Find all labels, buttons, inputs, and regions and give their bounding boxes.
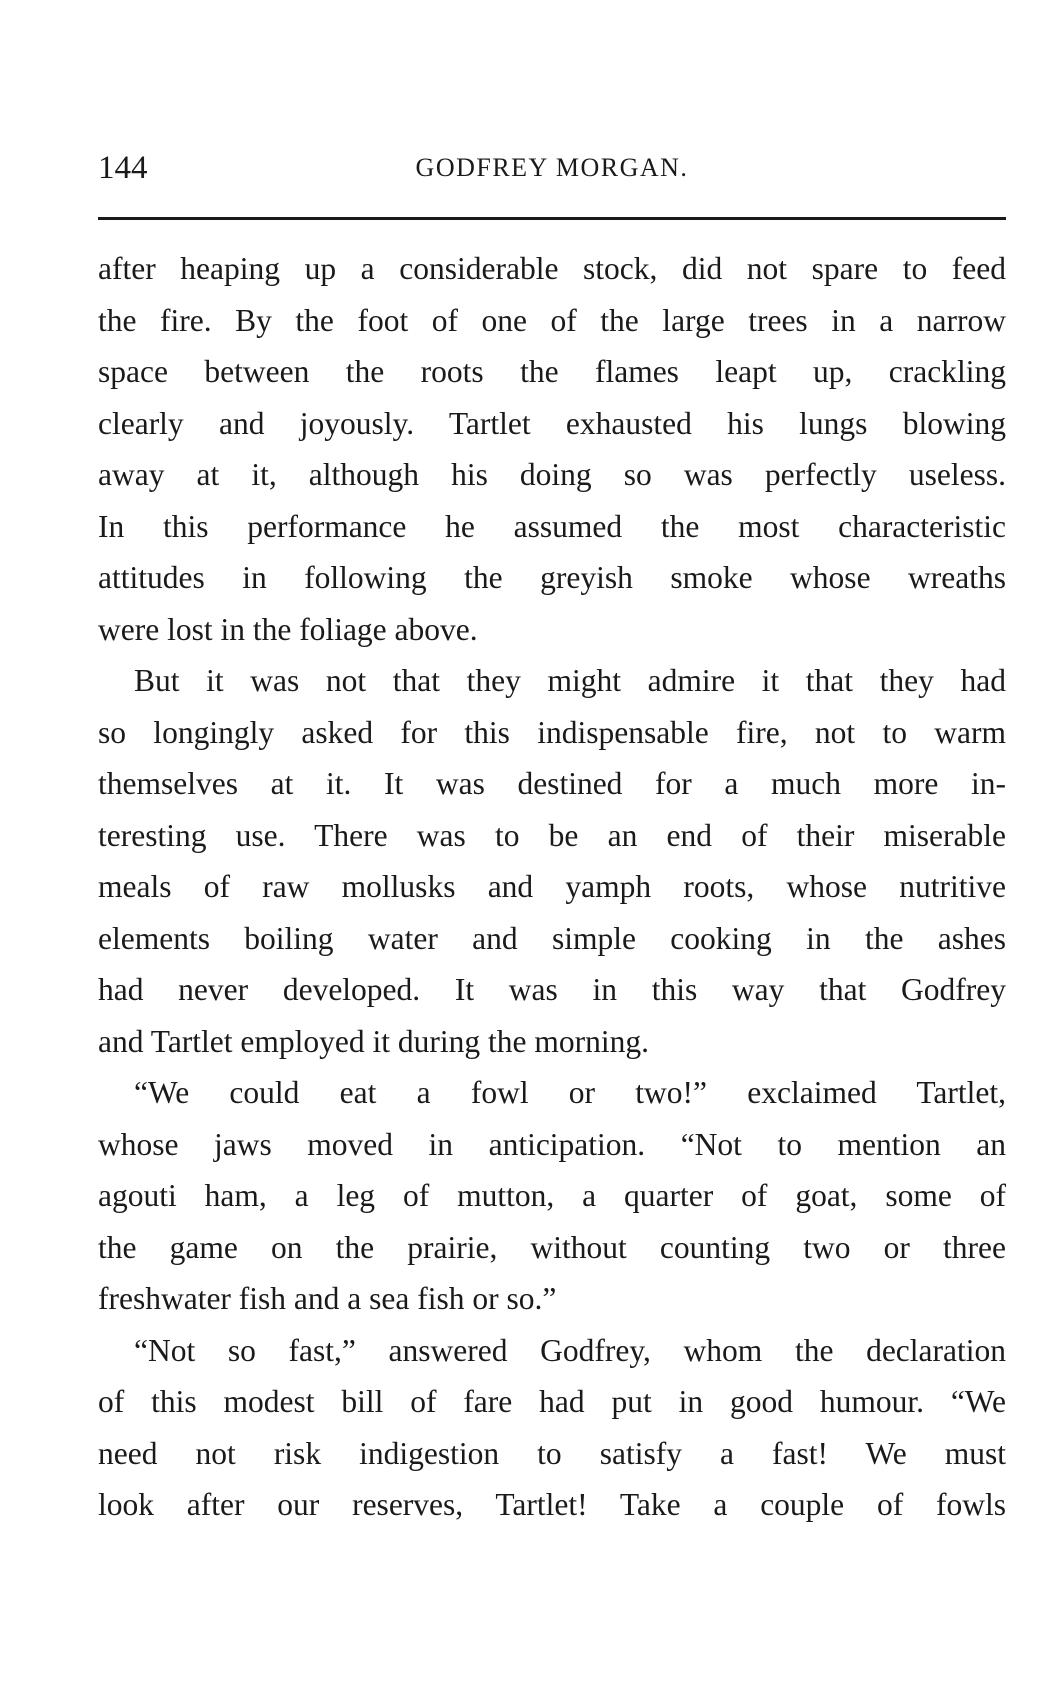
page-header: [98, 146, 1006, 190]
text-line: clearly and joyously. Tartlet exhausted his lungs blowing: [98, 405, 1006, 441]
text-line: themselves at it. It was destined for a much more in-: [98, 766, 1006, 801]
text-line: after heaping up a considerable stock, did not spare to feed: [98, 251, 1006, 286]
text-line: elements boiling water and simple cooking in the ashes: [98, 920, 1006, 956]
text-line: of this modest bill of fare had put in good humour. “We: [98, 1384, 1006, 1419]
body-text: [98, 243, 1006, 1531]
text-line: In this performance he assumed the most characteristic: [98, 508, 1006, 544]
text-line: look after our reserves, Tartlet! Take a couple of fowls: [98, 1487, 1006, 1522]
text-line: had never developed. It was in this way that Godfrey: [98, 972, 1006, 1007]
text-line: so longingly asked for this indispensable fire, not to warm: [98, 714, 1006, 750]
text-line: were lost in the foliage above.: [98, 611, 478, 647]
header-rule: [98, 217, 1006, 220]
text-line: the game on the prairie, without counting two or three: [98, 1229, 1006, 1265]
text-line: freshwater fish and a sea fish or so.”: [98, 1281, 557, 1316]
page-number: 144: [98, 150, 148, 186]
text-line: and Tartlet employed it during the morning.: [98, 1023, 649, 1059]
text-line: away at it, although his doing so was perfectly useless.: [98, 457, 1006, 492]
text-line: the fire. By the foot of one of the large trees in a narrow: [98, 302, 1006, 338]
paragraph: [98, 243, 1006, 655]
running-title: GODFREY MORGAN.: [415, 153, 689, 182]
text-line: attitudes in following the greyish smoke whose wreaths: [98, 560, 1006, 595]
text-line: agouti ham, a leg of mutton, a quarter of goat, some of: [98, 1178, 1006, 1213]
paragraph: [98, 1067, 1006, 1325]
text-line: meals of raw mollusks and yamph roots, whose nutritive: [98, 869, 1006, 904]
text-line: “Not so fast,” answered Godfrey, whom the declaration: [134, 1332, 1006, 1368]
text-line: But it was not that they might admire it that they had: [134, 663, 1006, 698]
text-line: space between the roots the flames leapt up, crackling: [98, 354, 1006, 389]
paragraph: [98, 655, 1006, 1067]
text-line: “We could eat a fowl or two!” exclaimed Tartlet,: [134, 1075, 1006, 1110]
text-line: whose jaws moved in anticipation. “Not to mention an: [98, 1126, 1006, 1162]
paragraph: [98, 1325, 1006, 1531]
text-line: need not risk indigestion to satisfy a fast! We must: [98, 1435, 1006, 1471]
text-line: teresting use. There was to be an end of their miserable: [98, 817, 1006, 853]
